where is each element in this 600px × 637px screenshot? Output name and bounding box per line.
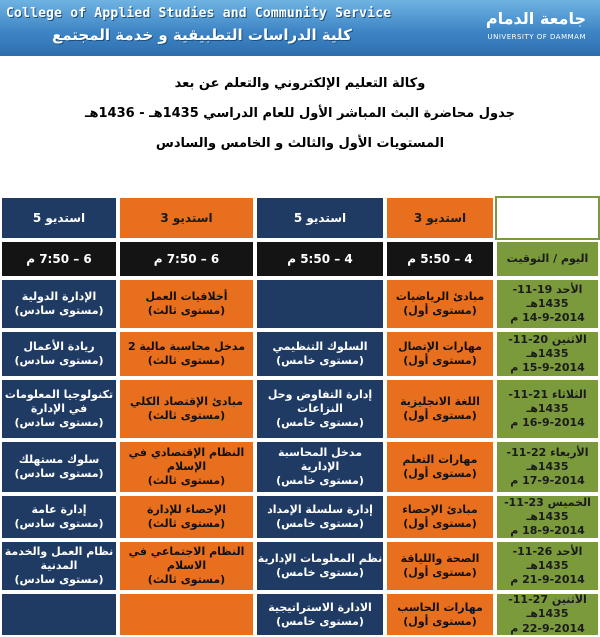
course-cell (385, 278, 495, 330)
course-level: (مستوى خامس) (276, 614, 364, 628)
day-cell (495, 540, 600, 592)
time-slot: 6 – 7:50 م (0, 240, 118, 278)
course-level: (مستوى سادس) (14, 304, 104, 317)
course-level: (مستوى خامس) (276, 566, 364, 579)
day-gregorian: 15-9-2014 م (510, 361, 585, 375)
course-cell (255, 540, 385, 592)
course-title: مهارات التعلم (402, 453, 478, 467)
course-title: إدارة التفاوض وحل النزاعات (267, 388, 373, 416)
table-row (0, 540, 600, 592)
course-title: الادارة الاستراتيجية (268, 600, 372, 614)
course-title: إدارة سلسلة الإمداد (267, 503, 373, 517)
day-gregorian: 18-9-2014 م (510, 524, 585, 538)
day-gregorian: 21-9-2014 م (510, 573, 585, 587)
course-title: مدخل المحاسبة الإدارية (277, 446, 363, 474)
day-gregorian: 14-9-2014 م (510, 311, 585, 325)
table-row (0, 494, 600, 540)
course-title: مدخل محاسبة مالية 2 (127, 340, 246, 354)
day-gregorian: 22-9-2014 م (510, 621, 585, 635)
course-level: (مستوى سادس) (14, 467, 104, 480)
day-cell (495, 440, 600, 494)
course-level: (مستوى سادس) (14, 415, 104, 429)
table-row (0, 440, 600, 494)
course-level: (مستوى أول) (403, 614, 477, 628)
course-cell (0, 330, 118, 378)
course-cell (385, 592, 495, 637)
course-level: (مستوى أول) (403, 354, 477, 367)
course-title: مبادئ الإحصاء (402, 503, 478, 517)
table-row (0, 330, 600, 378)
table-row (0, 378, 600, 440)
university-logo-arabic: جامعة الدمام (485, 9, 586, 28)
course-cell (0, 592, 118, 637)
course-title: مهارات الحاسب (397, 600, 483, 614)
course-level: (مستوى أول) (403, 517, 477, 530)
course-level: (مستوى أول) (403, 467, 477, 480)
course-title: مهارات الإتصال (398, 340, 482, 354)
day-cell (495, 278, 600, 330)
course-level: (مستوى أول) (403, 566, 477, 579)
course-cell (118, 494, 255, 540)
day-gregorian: 16-9-2014 م (510, 416, 585, 430)
day-cell (495, 330, 600, 378)
course-level: (مستوى ثالث) (147, 517, 226, 530)
table-row (0, 278, 600, 330)
course-level: (مستوى خامس) (276, 473, 364, 487)
course-cell (118, 440, 255, 494)
course-cell (255, 330, 385, 378)
day-time-label: اليوم / التوقيت (495, 240, 600, 278)
levels-title: المستويات الأول والثالث و الخامس والسادس (155, 136, 445, 151)
time-slot: 4 – 5:50 م (385, 240, 495, 278)
course-cell (255, 592, 385, 637)
studio-header: استديو 3 (118, 196, 255, 240)
course-title: سلوك مستهلك (18, 453, 100, 467)
day-hijri: الأحد 26-11-1435هـ (512, 544, 583, 572)
course-title: مبادئ الرياضيات (395, 290, 485, 304)
course-cell (385, 494, 495, 540)
day-hijri: الثلاثاء 21-11-1435هـ (508, 387, 587, 415)
course-cell (385, 540, 495, 592)
course-cell (255, 278, 385, 330)
day-hijri: الخميس 23-11-1435هـ (504, 495, 591, 523)
corner-cell (495, 196, 600, 240)
course-title: الصحة واللياقة (400, 552, 480, 566)
course-cell (118, 330, 255, 378)
course-level: (مستوى ثالث) (147, 304, 226, 317)
day-hijri: الأثنين 27-11-1435هـ (508, 593, 587, 621)
course-cell (385, 378, 495, 440)
course-level: (مستوى ثالث) (147, 473, 226, 487)
course-cell (118, 378, 255, 440)
studio-header: استديو 3 (385, 196, 495, 240)
course-level: (مستوى خامس) (276, 415, 364, 429)
college-name-english: College of Applied Studies and Community Service (6, 6, 392, 21)
course-title: تكنولوجيا المعلومات في الإدارة (4, 388, 114, 416)
course-title: ريادة الأعمال (23, 340, 95, 354)
day-hijri: الاثنين 20-11-1435هـ (508, 332, 587, 360)
time-slot: 6 – 7:50 م (118, 240, 255, 278)
course-cell (255, 440, 385, 494)
course-level: (مستوى ثالث) (147, 409, 226, 422)
course-level: (مستوى خامس) (276, 354, 364, 367)
university-logo-english: UNIVERSITY OF DAMMAM (487, 33, 586, 41)
studio-header-row (0, 196, 600, 240)
day-cell (495, 592, 600, 637)
course-title: إدارة عامة (31, 503, 87, 517)
course-level: (مستوى أول) (403, 409, 477, 422)
course-title: النظام الاجتماعي في الاسلام (128, 545, 245, 573)
course-title: السلوك التنظيمي (272, 340, 368, 354)
course-cell (0, 494, 118, 540)
course-title: نظم المعلومات الإدارية (257, 552, 383, 566)
course-title: الإحصاء للإدارة (146, 503, 227, 517)
deanship-title: وكالة التعليم الإلكتروني والتعلم عن بعد (174, 76, 426, 91)
course-cell (118, 540, 255, 592)
studio-header: استديو 5 (255, 196, 385, 240)
course-title: أخلاقيات العمل (145, 290, 228, 304)
table-row (0, 592, 600, 637)
course-cell (0, 278, 118, 330)
course-cell (255, 378, 385, 440)
schedule-title: جدول محاضرة البث المباشر الأول للعام الدراسي 1435هـ - 1436هـ (85, 106, 515, 121)
day-hijri: الأحد 19-11-1435هـ (512, 282, 583, 310)
course-cell (0, 440, 118, 494)
course-title: مبادئ الإقتصاد الكلي (130, 395, 244, 409)
course-cell (118, 278, 255, 330)
course-level: (مستوى سادس) (14, 517, 104, 530)
day-cell (495, 378, 600, 440)
course-level: (مستوى ثالث) (147, 354, 226, 367)
university-logo (476, 3, 594, 51)
course-level: (مستوى أول) (403, 304, 477, 317)
course-cell (118, 592, 255, 637)
course-level: (مستوى خامس) (276, 517, 364, 530)
course-title: اللغة الانجليزية (400, 395, 480, 409)
course-cell (0, 540, 118, 592)
course-level: (مستوى سادس) (14, 354, 104, 367)
course-cell (0, 378, 118, 440)
course-title: النظام الإقتصادي في الإسلام (128, 446, 245, 474)
course-title: الإدارة الدولية (21, 290, 97, 304)
course-cell (385, 330, 495, 378)
time-slot: 4 – 5:50 م (255, 240, 385, 278)
course-cell (385, 440, 495, 494)
studio-header: استديو 5 (0, 196, 118, 240)
day-gregorian: 17-9-2014 م (510, 474, 585, 488)
day-hijri: الأربعاء 22-11-1435هـ (506, 445, 589, 473)
course-title: نظام العمل والخدمة المدنية (4, 545, 114, 573)
course-cell (255, 494, 385, 540)
header-banner (0, 0, 600, 56)
day-cell (495, 494, 600, 540)
time-row (0, 240, 600, 278)
course-level: (مستوى سادس) (14, 572, 104, 586)
college-name-arabic: كلية الدراسات التطبيقية و خدمة المجتمع (52, 26, 352, 44)
course-level: (مستوى ثالث) (147, 572, 226, 586)
